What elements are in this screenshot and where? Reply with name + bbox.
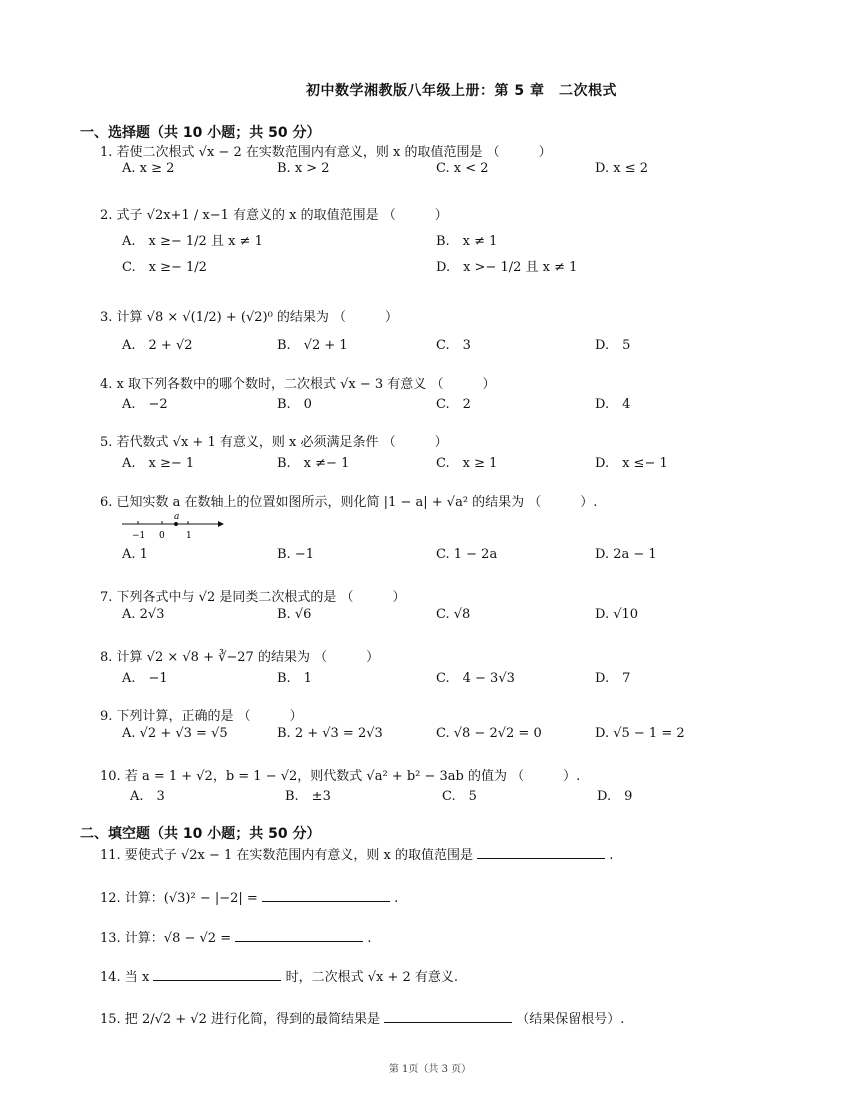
fill-question-11 [100,844,613,863]
answer-blank-14[interactable] [153,968,281,981]
fill-12-suffix: . [394,891,399,906]
arrow-head-icon [218,521,224,527]
q8-option-c[interactable]: C. 4 − 3√3 [436,671,515,686]
q9-option-b[interactable]: B. 2 + √3 = 2√3 [277,726,383,741]
point-a-marker [174,522,178,526]
q5-option-a[interactable]: A. x ≥− 1 [122,456,195,471]
q8-option-b[interactable]: B. 1 [277,671,312,686]
question-4-stem: 4. x 取下列各数中的哪个数时，二次根式 √x − 3 有意义 （ ） [100,377,496,392]
q8-option-d[interactable]: D. 7 [595,671,631,686]
question-2-stem: 2. 式子 √2x+1 / x−1 有意义的 x 的取值范围是 （ ） [100,208,448,223]
answer-blank-13[interactable] [235,929,363,942]
fill-question-13 [100,927,372,946]
q5-option-d[interactable]: D. x ≤− 1 [595,456,668,471]
q8-option-a[interactable]: A. −1 [122,671,168,686]
q1-option-b[interactable]: B. x > 2 [277,161,330,176]
q7-option-c[interactable]: C. √8 [436,607,471,622]
fill-question-14 [100,966,458,985]
tick-label-1: 1 [186,531,192,541]
question-7-stem: 7. 下列各式中与 √2 是同类二次根式的是 （ ） [100,590,406,605]
q9-option-c[interactable]: C. √8 − 2√2 = 0 [436,726,542,741]
page-footer: 第 1页（共 3 页） [388,1064,472,1075]
q3-option-a[interactable]: A. 2 + √2 [122,338,193,353]
fill-14-suffix: 时，二次根式 √x + 2 有意义. [285,970,459,985]
page-title: 初中数学湘教版八年级上册：第 5 章 二次根式 [306,83,617,99]
q7-option-a[interactable]: A. 2√3 [122,607,165,622]
number-line-figure [120,514,230,542]
tick-label-neg1: −1 [132,531,146,541]
answer-blank-11[interactable] [477,846,605,859]
fill-13-suffix: . [367,931,372,946]
question-9-stem: 9. 下列计算，正确的是 （ ） [100,709,303,724]
answer-blank-15[interactable] [384,1010,512,1023]
q10-option-d[interactable]: D. 9 [597,789,633,804]
q3-option-b[interactable]: B. √2 + 1 [277,338,348,353]
fill-question-12 [100,887,398,906]
fill-14-text: 14. 当 x [100,970,150,985]
q7-option-d[interactable]: D. √10 [595,607,639,622]
fill-13-text: 13. 计算：√8 − √2 = [100,931,232,946]
q1-option-c[interactable]: C. x < 2 [436,161,489,176]
point-a-label: a [174,514,180,522]
q10-option-a[interactable]: A. 3 [130,789,165,804]
q1-option-a[interactable]: A. x ≥ 2 [122,161,175,176]
q3-option-d[interactable]: D. 5 [595,338,631,353]
question-1-stem: 1. 若使二次根式 √x − 2 在实数范围内有意义，则 x 的取值范围是 （ ） [100,145,552,160]
answer-blank-12[interactable] [262,889,390,902]
q9-option-a[interactable]: A. √2 + √3 = √5 [122,726,228,741]
q9-option-d[interactable]: D. √5 − 1 = 2 [595,726,685,741]
fill-15-text: 15. 把 2/√2 + √2 进行化简，得到的最简结果是 [100,1012,380,1027]
question-6-stem: 6. 已知实数 a 在数轴上的位置如图所示，则化简 |1 − a| + √a² 的结果为 （ ）. [100,495,598,510]
q10-option-c[interactable]: C. 5 [442,789,477,804]
q5-option-b[interactable]: B. x ≠− 1 [277,456,350,471]
question-5-stem: 5. 若代数式 √x + 1 有意义，则 x 必须满足条件 （ ） [100,435,448,450]
fill-15-suffix: （结果保留根号）. [516,1012,625,1027]
section-heading-fill: 二、填空题（共 10 小题；共 50 分） [80,826,321,842]
fill-question-15 [100,1008,624,1027]
tick-label-0: 0 [159,531,165,541]
q4-option-b[interactable]: B. 0 [277,397,312,412]
q4-option-c[interactable]: C. 2 [436,397,471,412]
q4-option-a[interactable]: A. −2 [122,397,168,412]
q10-option-b[interactable]: B. ±3 [285,789,331,804]
q4-option-d[interactable]: D. 4 [595,397,631,412]
q2-option-d[interactable]: D. x >− 1/2 且 x ≠ 1 [436,260,578,275]
section-heading-choice: 一、选择题（共 10 小题；共 50 分） [80,125,321,141]
q3-option-c[interactable]: C. 3 [436,338,471,353]
q2-option-c[interactable]: C. x ≥− 1/2 [122,260,207,275]
q2-option-a[interactable]: A. x ≥− 1/2 且 x ≠ 1 [122,234,263,249]
q6-option-b[interactable]: B. −1 [277,547,314,562]
question-3-stem: 3. 计算 √8 × √(1/2) + (√2)⁰ 的结果为 （ ） [100,310,399,325]
fill-11-suffix: . [609,848,614,863]
q2-option-b[interactable]: B. x ≠ 1 [436,234,498,249]
q6-option-c[interactable]: C. 1 − 2a [436,547,498,562]
question-10-stem: 10. 若 a = 1 + √2，b = 1 − √2，则代数式 √a² + b² − 3ab 的值为 （ ）. [100,769,581,784]
fill-12-text: 12. 计算：(√3)² − |−2| = [100,891,258,906]
question-8-stem: 8. 计算 √2 × √8 + ∛−27 的结果为 （ ） [100,650,380,665]
q1-option-d[interactable]: D. x ≤ 2 [595,161,648,176]
q7-option-b[interactable]: B. √6 [277,607,312,622]
q5-option-c[interactable]: C. x ≥ 1 [436,456,498,471]
q6-option-a[interactable]: A. 1 [122,547,148,562]
q6-option-d[interactable]: D. 2a − 1 [595,547,657,562]
fill-11-text: 11. 要使式子 √2x − 1 在实数范围内有意义，则 x 的取值范围是 [100,848,473,863]
